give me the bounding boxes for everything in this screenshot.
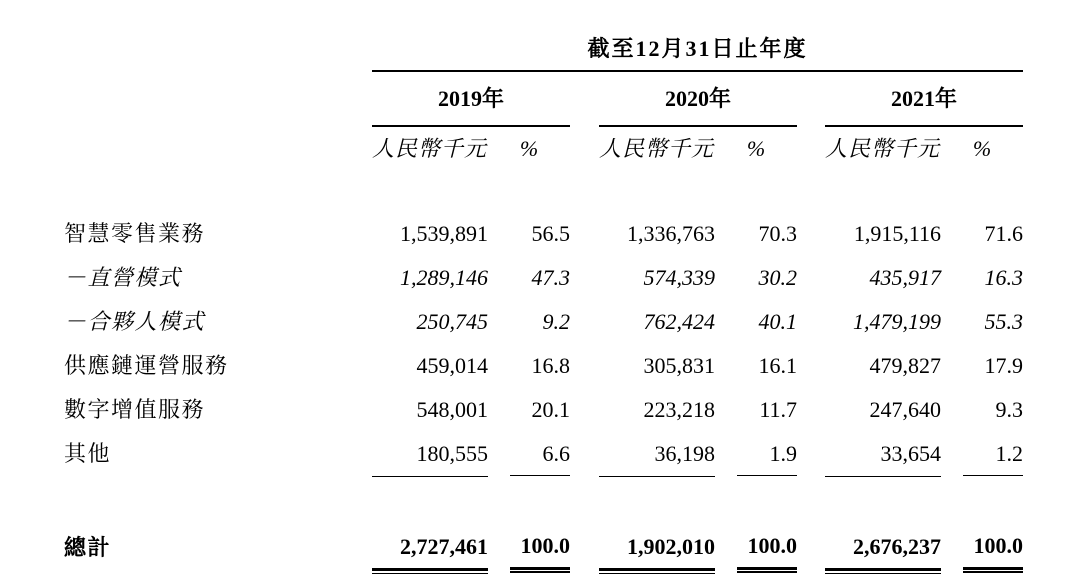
- table-row-supply-chain: [64, 344, 1023, 388]
- amount-cell: 305,831: [643, 353, 715, 378]
- unit-label: 人民幣千元: [825, 136, 941, 161]
- unit-header-row: [64, 126, 1023, 166]
- percent-cell: [488, 432, 570, 476]
- row-label: －合夥人模式: [64, 309, 206, 334]
- total-label: 總計: [64, 534, 112, 560]
- amount-cell: 1,336,763: [627, 221, 715, 246]
- percent-cell: 20.1: [531, 397, 570, 422]
- percent-cell: 56.5: [531, 221, 570, 246]
- year-header-2021: 2021年: [825, 71, 1023, 126]
- year-header-2019: 2019年: [372, 71, 570, 126]
- spacer-cell: [64, 126, 372, 166]
- total-percent-cell: [715, 526, 797, 570]
- gap-cell: [570, 126, 599, 166]
- amount-cell: 36,198: [599, 432, 715, 476]
- percent-cell: 9.2: [542, 309, 570, 334]
- percent-cell: 30.2: [758, 265, 797, 290]
- percent-cell: [941, 432, 1023, 476]
- spacer-row: [64, 476, 1023, 526]
- percent-cell: 11.7: [759, 397, 797, 422]
- gap-cell: [570, 526, 599, 570]
- percent-cell: 16.1: [758, 353, 797, 378]
- total-percent-value: 100.0: [963, 526, 1023, 570]
- table-row-others: [64, 432, 1023, 476]
- percent-label: %: [972, 136, 992, 161]
- spacer-row: [64, 166, 1023, 212]
- total-percent-cell: [941, 526, 1023, 570]
- gap-cell: [797, 388, 825, 432]
- total-percent-value: 100.0: [510, 526, 570, 570]
- amount-cell: 1,289,146: [400, 265, 488, 290]
- total-percent-value: 100.0: [737, 526, 797, 570]
- percent-cell: 47.3: [531, 265, 570, 290]
- percent-cell: [715, 432, 797, 476]
- percent-value: 6.6: [510, 432, 570, 476]
- spacer-cell: [64, 14, 372, 71]
- amount-cell: 435,917: [869, 265, 941, 290]
- amount-cell: 762,424: [643, 309, 715, 334]
- total-amount-cell: 2,727,461: [372, 526, 488, 570]
- amount-cell: 33,654: [825, 432, 941, 476]
- percent-cell: 17.9: [984, 353, 1024, 378]
- percent-cell: 9.3: [995, 397, 1024, 422]
- gap-cell: [570, 344, 599, 388]
- percent-value: 1.9: [737, 432, 797, 476]
- percent-cell: 16.8: [531, 353, 570, 378]
- gap-cell: [797, 432, 825, 476]
- gap-cell: [797, 256, 825, 300]
- table-row-direct-model: [64, 256, 1023, 300]
- year-header-2020: 2020年: [599, 71, 797, 126]
- gap-cell: [797, 212, 825, 256]
- gap-cell: [570, 256, 599, 300]
- unit-label: 人民幣千元: [599, 136, 715, 161]
- total-amount-cell: 1,902,010: [599, 526, 715, 570]
- gap-cell: [797, 126, 825, 166]
- gap-cell: [570, 432, 599, 476]
- year-header-row: [64, 71, 1023, 126]
- amount-cell: 1,915,116: [853, 221, 941, 246]
- amount-cell: 180,555: [372, 432, 488, 476]
- row-label: 供應鏈運營服務: [64, 353, 229, 378]
- row-label: 其他: [64, 441, 112, 466]
- amount-cell: 247,640: [869, 397, 941, 422]
- percent-label: %: [746, 136, 766, 161]
- table-row-digital-vas: [64, 388, 1023, 432]
- period-header-row: [64, 14, 1023, 71]
- row-label: 智慧零售業務: [64, 221, 206, 246]
- gap-cell: [797, 300, 825, 344]
- gap-cell: [797, 71, 825, 126]
- amount-cell: 1,539,891: [400, 221, 488, 246]
- table-row-partner-model: [64, 300, 1023, 344]
- table-row-smart-retail: [64, 212, 1023, 256]
- revenue-breakdown-table: [64, 14, 1023, 571]
- amount-cell: 574,339: [643, 265, 715, 290]
- row-label: －直營模式: [64, 265, 182, 290]
- gap-cell: [570, 300, 599, 344]
- table-row-total: [64, 526, 1023, 570]
- gap-cell: [570, 388, 599, 432]
- unit-label: 人民幣千元: [372, 136, 488, 161]
- percent-cell: 55.3: [984, 309, 1024, 334]
- period-header: 截至12月31日止年度: [372, 14, 1023, 71]
- total-amount-cell: 2,676,237: [825, 526, 941, 570]
- amount-cell: 479,827: [869, 353, 941, 378]
- amount-cell: 548,001: [416, 397, 488, 422]
- gap-cell: [797, 526, 825, 570]
- total-percent-cell: [488, 526, 570, 570]
- percent-value: 1.2: [963, 432, 1023, 476]
- percent-cell: 40.1: [758, 309, 797, 334]
- amount-cell: 250,745: [416, 309, 488, 334]
- amount-cell: 223,218: [643, 397, 715, 422]
- percent-cell: 71.6: [984, 221, 1024, 246]
- gap-cell: [570, 212, 599, 256]
- amount-cell: 1,479,199: [853, 309, 941, 334]
- spacer-cell: [64, 71, 372, 126]
- percent-cell: 16.3: [984, 265, 1024, 290]
- gap-cell: [570, 71, 599, 126]
- gap-cell: [797, 344, 825, 388]
- row-label: 數字增值服務: [64, 397, 206, 422]
- amount-cell: 459,014: [416, 353, 488, 378]
- percent-label: %: [519, 136, 539, 161]
- percent-cell: 70.3: [758, 221, 797, 246]
